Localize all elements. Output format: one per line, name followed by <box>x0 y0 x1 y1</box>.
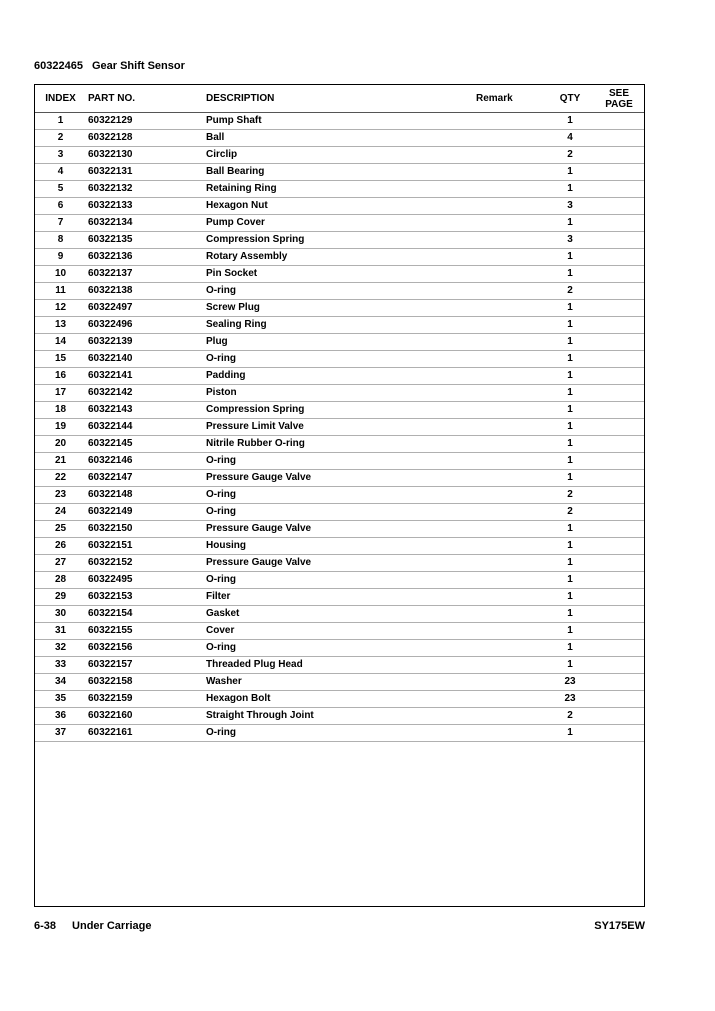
cell-index: 29 <box>35 589 86 606</box>
cell-description: Pressure Gauge Valve <box>206 521 476 538</box>
table-row <box>35 402 644 419</box>
cell-index: 3 <box>35 147 86 164</box>
cell-remark <box>476 521 546 538</box>
table-row <box>35 521 644 538</box>
cell-see-page <box>594 708 644 725</box>
cell-description: Pressure Gauge Valve <box>206 555 476 572</box>
cell-index: 8 <box>35 232 86 249</box>
cell-description: Compression Spring <box>206 402 476 419</box>
cell-part-no: 60322144 <box>86 419 206 436</box>
column-header-description: DESCRIPTION <box>206 85 476 113</box>
parts-table <box>35 85 644 742</box>
cell-description: O-ring <box>206 283 476 300</box>
cell-index: 27 <box>35 555 86 572</box>
cell-description: Screw Plug <box>206 300 476 317</box>
table-row <box>35 589 644 606</box>
column-header-qty: QTY <box>546 85 594 113</box>
table-row <box>35 623 644 640</box>
cell-see-page <box>594 266 644 283</box>
table-row <box>35 130 644 147</box>
table-row <box>35 691 644 708</box>
cell-index: 21 <box>35 453 86 470</box>
cell-remark <box>476 164 546 181</box>
footer-page-number: 6-38 <box>34 920 57 932</box>
cell-remark <box>476 453 546 470</box>
cell-index: 26 <box>35 538 86 555</box>
table-row <box>35 640 644 657</box>
cell-index: 32 <box>35 640 86 657</box>
cell-remark <box>476 402 546 419</box>
cell-description: Pin Socket <box>206 266 476 283</box>
cell-index: 22 <box>35 470 86 487</box>
cell-remark <box>476 436 546 453</box>
cell-qty: 1 <box>546 589 594 606</box>
cell-part-no: 60322129 <box>86 113 206 130</box>
cell-description: Gasket <box>206 606 476 623</box>
table-row <box>35 504 644 521</box>
cell-remark <box>476 487 546 504</box>
column-header-part-no: PART NO. <box>86 85 206 113</box>
cell-qty: 23 <box>546 691 594 708</box>
cell-see-page <box>594 334 644 351</box>
cell-description: O-ring <box>206 487 476 504</box>
parts-table-body <box>35 113 644 742</box>
column-header-see-page <box>594 85 644 113</box>
cell-part-no: 60322158 <box>86 674 206 691</box>
cell-description: Housing <box>206 538 476 555</box>
cell-see-page <box>594 589 644 606</box>
see-page-line2: PAGE <box>605 98 633 110</box>
cell-index: 31 <box>35 623 86 640</box>
table-row <box>35 674 644 691</box>
cell-remark <box>476 674 546 691</box>
cell-remark <box>476 113 546 130</box>
cell-part-no: 60322138 <box>86 283 206 300</box>
cell-part-no: 60322161 <box>86 725 206 742</box>
cell-part-no: 60322156 <box>86 640 206 657</box>
cell-part-no: 60322496 <box>86 317 206 334</box>
cell-index: 5 <box>35 181 86 198</box>
cell-see-page <box>594 317 644 334</box>
cell-qty: 2 <box>546 487 594 504</box>
cell-remark <box>476 198 546 215</box>
assembly-title: Gear Shift Sensor <box>91 60 185 72</box>
cell-remark <box>476 351 546 368</box>
table-row <box>35 436 644 453</box>
cell-see-page <box>594 130 644 147</box>
cell-part-no: 60322497 <box>86 300 206 317</box>
cell-remark <box>476 181 546 198</box>
see-page-line1: SEE <box>608 87 629 99</box>
cell-part-no: 60322142 <box>86 385 206 402</box>
table-row <box>35 657 644 674</box>
cell-remark <box>476 130 546 147</box>
cell-description: Ball <box>206 130 476 147</box>
cell-see-page <box>594 606 644 623</box>
table-row <box>35 368 644 385</box>
cell-see-page <box>594 657 644 674</box>
cell-see-page <box>594 300 644 317</box>
cell-qty: 1 <box>546 657 594 674</box>
cell-description: Retaining Ring <box>206 181 476 198</box>
cell-part-no: 60322136 <box>86 249 206 266</box>
column-header-index: INDEX <box>35 85 86 113</box>
cell-remark <box>476 725 546 742</box>
cell-part-no: 60322153 <box>86 589 206 606</box>
table-row <box>35 334 644 351</box>
cell-index: 10 <box>35 266 86 283</box>
cell-qty: 3 <box>546 232 594 249</box>
cell-index: 13 <box>35 317 86 334</box>
cell-part-no: 60322135 <box>86 232 206 249</box>
cell-see-page <box>594 198 644 215</box>
table-row <box>35 572 644 589</box>
cell-description: Washer <box>206 674 476 691</box>
cell-description: Hexagon Nut <box>206 198 476 215</box>
cell-index: 17 <box>35 385 86 402</box>
cell-part-no: 60322159 <box>86 691 206 708</box>
cell-index: 28 <box>35 572 86 589</box>
cell-qty: 1 <box>546 572 594 589</box>
table-row <box>35 453 644 470</box>
cell-remark <box>476 640 546 657</box>
cell-qty: 1 <box>546 300 594 317</box>
cell-see-page <box>594 385 644 402</box>
cell-qty: 1 <box>546 640 594 657</box>
cell-see-page <box>594 181 644 198</box>
cell-remark <box>476 266 546 283</box>
cell-see-page <box>594 368 644 385</box>
cell-description: Piston <box>206 385 476 402</box>
cell-remark <box>476 385 546 402</box>
cell-see-page <box>594 419 644 436</box>
cell-qty: 23 <box>546 674 594 691</box>
cell-description: O-ring <box>206 640 476 657</box>
cell-description: Pressure Limit Valve <box>206 419 476 436</box>
table-row <box>35 470 644 487</box>
table-row <box>35 385 644 402</box>
table-row <box>35 147 644 164</box>
cell-part-no: 60322155 <box>86 623 206 640</box>
cell-part-no: 60322154 <box>86 606 206 623</box>
cell-see-page <box>594 113 644 130</box>
cell-index: 6 <box>35 198 86 215</box>
cell-part-no: 60322151 <box>86 538 206 555</box>
cell-remark <box>476 249 546 266</box>
cell-part-no: 60322137 <box>86 266 206 283</box>
table-row <box>35 164 644 181</box>
table-row <box>35 215 644 232</box>
cell-index: 19 <box>35 419 86 436</box>
cell-index: 2 <box>35 130 86 147</box>
cell-see-page <box>594 538 644 555</box>
cell-part-no: 60322141 <box>86 368 206 385</box>
cell-remark <box>476 470 546 487</box>
cell-qty: 1 <box>546 521 594 538</box>
cell-see-page <box>594 504 644 521</box>
cell-see-page <box>594 623 644 640</box>
column-header-remark: Remark <box>476 85 546 113</box>
footer-section: Under Carriage <box>72 920 152 932</box>
cell-part-no: 60322140 <box>86 351 206 368</box>
cell-see-page <box>594 232 644 249</box>
cell-see-page <box>594 572 644 589</box>
cell-remark <box>476 657 546 674</box>
cell-description: Ball Bearing <box>206 164 476 181</box>
cell-see-page <box>594 470 644 487</box>
cell-qty: 1 <box>546 215 594 232</box>
cell-see-page <box>594 147 644 164</box>
cell-part-no: 60322128 <box>86 130 206 147</box>
cell-index: 23 <box>35 487 86 504</box>
cell-remark <box>476 504 546 521</box>
cell-index: 15 <box>35 351 86 368</box>
cell-part-no: 60322495 <box>86 572 206 589</box>
cell-remark <box>476 368 546 385</box>
cell-index: 24 <box>35 504 86 521</box>
cell-qty: 2 <box>546 283 594 300</box>
cell-part-no: 60322160 <box>86 708 206 725</box>
cell-see-page <box>594 674 644 691</box>
cell-see-page <box>594 215 644 232</box>
table-row <box>35 283 644 300</box>
cell-qty: 1 <box>546 351 594 368</box>
cell-remark <box>476 283 546 300</box>
cell-qty: 1 <box>546 181 594 198</box>
cell-remark <box>476 606 546 623</box>
cell-qty: 1 <box>546 368 594 385</box>
cell-description: Pump Shaft <box>206 113 476 130</box>
cell-description: Sealing Ring <box>206 317 476 334</box>
cell-remark <box>476 555 546 572</box>
table-row <box>35 266 644 283</box>
cell-index: 14 <box>35 334 86 351</box>
cell-index: 1 <box>35 113 86 130</box>
cell-part-no: 60322132 <box>86 181 206 198</box>
cell-see-page <box>594 725 644 742</box>
cell-see-page <box>594 402 644 419</box>
cell-see-page <box>594 555 644 572</box>
table-row <box>35 419 644 436</box>
table-header-row <box>35 85 644 113</box>
table-row <box>35 487 644 504</box>
cell-description: Cover <box>206 623 476 640</box>
cell-see-page <box>594 436 644 453</box>
cell-description: Threaded Plug Head <box>206 657 476 674</box>
cell-description: Padding <box>206 368 476 385</box>
cell-description: Plug <box>206 334 476 351</box>
cell-part-no: 60322145 <box>86 436 206 453</box>
parts-list-frame <box>34 84 645 907</box>
cell-remark <box>476 215 546 232</box>
cell-remark <box>476 300 546 317</box>
cell-index: 35 <box>35 691 86 708</box>
cell-part-no: 60322147 <box>86 470 206 487</box>
cell-index: 30 <box>35 606 86 623</box>
cell-index: 4 <box>35 164 86 181</box>
cell-description: O-ring <box>206 504 476 521</box>
cell-remark <box>476 419 546 436</box>
cell-qty: 3 <box>546 198 594 215</box>
cell-index: 11 <box>35 283 86 300</box>
cell-part-no: 60322143 <box>86 402 206 419</box>
cell-qty: 1 <box>546 555 594 572</box>
table-row <box>35 555 644 572</box>
cell-description: O-ring <box>206 351 476 368</box>
cell-remark <box>476 589 546 606</box>
cell-description: Pressure Gauge Valve <box>206 470 476 487</box>
cell-see-page <box>594 640 644 657</box>
cell-index: 16 <box>35 368 86 385</box>
cell-qty: 1 <box>546 249 594 266</box>
cell-qty: 1 <box>546 470 594 487</box>
table-row <box>35 538 644 555</box>
footer-model: SY175EW <box>594 920 645 932</box>
cell-description: O-ring <box>206 453 476 470</box>
cell-part-no: 60322152 <box>86 555 206 572</box>
table-row <box>35 351 644 368</box>
table-row <box>35 317 644 334</box>
table-row <box>35 181 644 198</box>
assembly-part-number: 60322465 <box>34 60 83 72</box>
cell-see-page <box>594 521 644 538</box>
cell-index: 18 <box>35 402 86 419</box>
cell-qty: 1 <box>546 419 594 436</box>
cell-qty: 1 <box>546 317 594 334</box>
cell-see-page <box>594 453 644 470</box>
cell-qty: 1 <box>546 164 594 181</box>
table-row <box>35 606 644 623</box>
cell-qty: 1 <box>546 436 594 453</box>
cell-remark <box>476 538 546 555</box>
cell-part-no: 60322133 <box>86 198 206 215</box>
cell-description: Straight Through Joint <box>206 708 476 725</box>
cell-see-page <box>594 691 644 708</box>
cell-description: O-ring <box>206 725 476 742</box>
cell-see-page <box>594 351 644 368</box>
cell-qty: 1 <box>546 623 594 640</box>
cell-qty: 1 <box>546 606 594 623</box>
table-row <box>35 300 644 317</box>
cell-qty: 2 <box>546 147 594 164</box>
cell-description: Hexagon Bolt <box>206 691 476 708</box>
cell-qty: 1 <box>546 402 594 419</box>
cell-index: 20 <box>35 436 86 453</box>
cell-index: 34 <box>35 674 86 691</box>
cell-part-no: 60322149 <box>86 504 206 521</box>
cell-remark <box>476 572 546 589</box>
cell-index: 37 <box>35 725 86 742</box>
cell-remark <box>476 708 546 725</box>
cell-index: 7 <box>35 215 86 232</box>
cell-qty: 1 <box>546 385 594 402</box>
cell-qty: 1 <box>546 113 594 130</box>
cell-see-page <box>594 164 644 181</box>
table-row <box>35 708 644 725</box>
page-header <box>34 60 185 72</box>
cell-part-no: 60322157 <box>86 657 206 674</box>
table-row <box>35 232 644 249</box>
cell-remark <box>476 147 546 164</box>
cell-qty: 4 <box>546 130 594 147</box>
cell-qty: 1 <box>546 725 594 742</box>
table-row <box>35 249 644 266</box>
cell-part-no: 60322130 <box>86 147 206 164</box>
table-row <box>35 113 644 130</box>
cell-description: Filter <box>206 589 476 606</box>
cell-part-no: 60322139 <box>86 334 206 351</box>
cell-description: Rotary Assembly <box>206 249 476 266</box>
cell-see-page <box>594 283 644 300</box>
cell-part-no: 60322146 <box>86 453 206 470</box>
cell-qty: 2 <box>546 504 594 521</box>
cell-qty: 1 <box>546 453 594 470</box>
cell-part-no: 60322148 <box>86 487 206 504</box>
cell-description: Compression Spring <box>206 232 476 249</box>
cell-remark <box>476 317 546 334</box>
cell-index: 9 <box>35 249 86 266</box>
cell-index: 33 <box>35 657 86 674</box>
cell-see-page <box>594 249 644 266</box>
cell-part-no: 60322131 <box>86 164 206 181</box>
cell-remark <box>476 232 546 249</box>
cell-qty: 1 <box>546 538 594 555</box>
cell-qty: 1 <box>546 334 594 351</box>
cell-remark <box>476 623 546 640</box>
cell-index: 25 <box>35 521 86 538</box>
cell-qty: 1 <box>546 266 594 283</box>
cell-see-page <box>594 487 644 504</box>
cell-part-no: 60322134 <box>86 215 206 232</box>
cell-remark <box>476 691 546 708</box>
table-row <box>35 198 644 215</box>
cell-index: 36 <box>35 708 86 725</box>
cell-part-no: 60322150 <box>86 521 206 538</box>
footer-left <box>34 920 152 932</box>
cell-remark <box>476 334 546 351</box>
table-row <box>35 725 644 742</box>
cell-description: Nitrile Rubber O-ring <box>206 436 476 453</box>
cell-description: O-ring <box>206 572 476 589</box>
cell-description: Circlip <box>206 147 476 164</box>
cell-index: 12 <box>35 300 86 317</box>
cell-description: Pump Cover <box>206 215 476 232</box>
cell-qty: 2 <box>546 708 594 725</box>
